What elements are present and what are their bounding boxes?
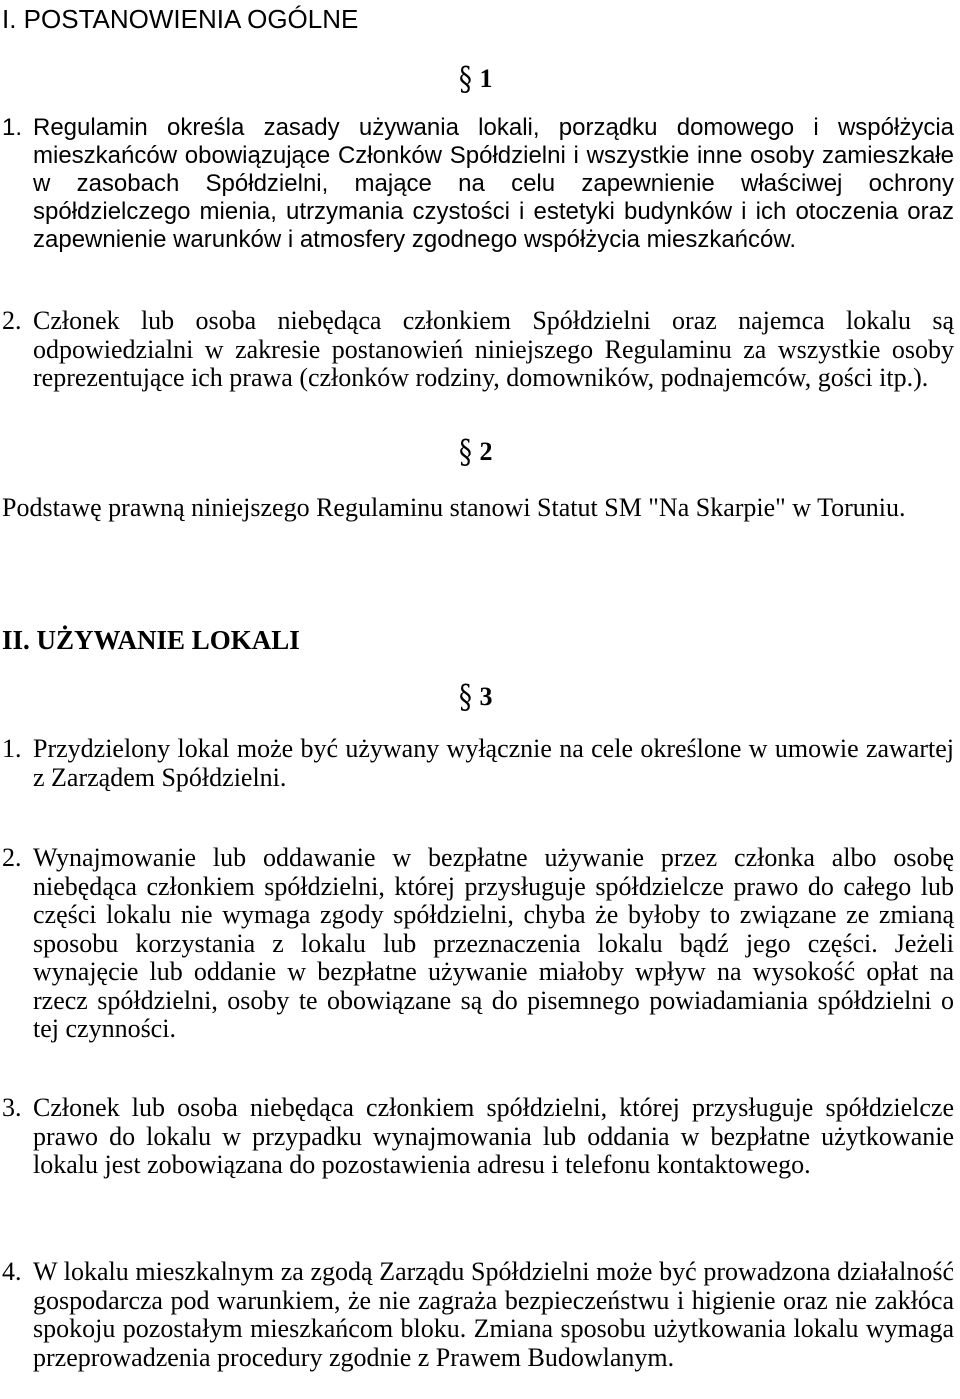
- item-text: W lokalu mieszkalnym za zgodą Zarządu Spółdzielni może być prowadzona działalność gospodarcza pod warunkiem, że nie zagraża bezpieczeństwu i higienie oraz nie zakłóca spokoju pozostałym mieszkańcom bloku. Zmiana sposobu użytkowania lokalu wymaga przeprowadzenia procedury zgodnie z Prawem Budowlanym.: [33, 1257, 954, 1372]
- section-sign: §: [459, 59, 472, 98]
- section-1-heading: I. POSTANOWIENIA OGÓLNE: [2, 4, 359, 34]
- par3-item-4: [2, 1258, 954, 1372]
- par3-item-3: [2, 1094, 954, 1180]
- item-number: 2.: [2, 843, 22, 872]
- paragraph-number: 2: [479, 437, 493, 466]
- item-text: Członek lub osoba niebędąca członkiem Spółdzielni oraz najemca lokalu są odpowiedzialni w zakresie postanowień niniejszego Regulaminu za wszystkie osoby reprezentujące ich prawa (członków rodziny, domowników, podnajemców, gości itp.).: [33, 306, 954, 392]
- item-text: Wynajmowanie lub oddawanie w bezpłatne używanie przez członka albo osobę niebędąca członkiem spółdzielni, której przysługuje spółdzielcze prawo do całego lub części lokalu nie wymaga zgody spółdzielni, chyba że byłoby to związane ze zmianą sposobu korzystania z lokalu lub przeznaczenia lokalu bądź jego części. Jeżeli wynajęcie lub oddanie w bezpłatne używanie miałoby wpływ na wysokość opłat na rzecz spółdzielni, osoby te obowiązane są do pisemnego powiadamiania spółdzielni o tej czynności.: [33, 843, 954, 1043]
- paragraph-number: 3: [479, 682, 493, 711]
- item-number: 1.: [2, 734, 22, 763]
- item-number: 1.: [2, 114, 23, 141]
- item-text: Przydzielony lokal może być używany wyłącznie na cele określone w umowie zawartej z Zarządem Spółdzielni.: [33, 734, 954, 792]
- item-text: Członek lub osoba niebędąca członkiem spółdzielni, której przysługuje spółdzielcze prawo do lokalu w przypadku wynajmowania lub oddania w bezpłatne użytkowanie lokalu jest zobowiązana do pozostawienia adresu i telefonu kontaktowego.: [33, 1093, 954, 1179]
- section-sign: §: [459, 677, 472, 716]
- par3-item-1: [2, 735, 954, 792]
- par1-item-2: [2, 307, 954, 393]
- paragraph-number: 1: [479, 64, 493, 93]
- section-2-heading: II. UŻYWANIE LOKALI: [2, 625, 300, 655]
- paragraph-mark-2: [459, 432, 493, 471]
- item-number: 4.: [2, 1257, 22, 1286]
- par2-text: Podstawę prawną niniejszego Regulaminu stanowi Statut SM "Na Skarpie" w Toruniu.: [2, 493, 906, 522]
- item-text: Regulamin określa zasady używania lokali, porządku domowego i współżycia mieszkańców obowiązujące Członków Spółdzielni i wszystkie inne osoby zamieszkałe w zasobach Spółdzielni, mające na celu zapewnienie właściwej ochrony spółdzielczego mienia, utrzymania czystości i estetyki budynków i ich otoczenia oraz zapewnienie warunków i atmosfery zgodnego współżycia mieszkańców.: [33, 114, 954, 253]
- item-number: 2.: [2, 306, 22, 335]
- paragraph-mark-1: [459, 59, 493, 98]
- par1-item-1: [2, 114, 954, 254]
- paragraph-mark-3: [459, 677, 493, 716]
- par3-item-2: [2, 844, 954, 1044]
- section-sign: §: [459, 432, 472, 471]
- item-number: 3.: [2, 1093, 22, 1122]
